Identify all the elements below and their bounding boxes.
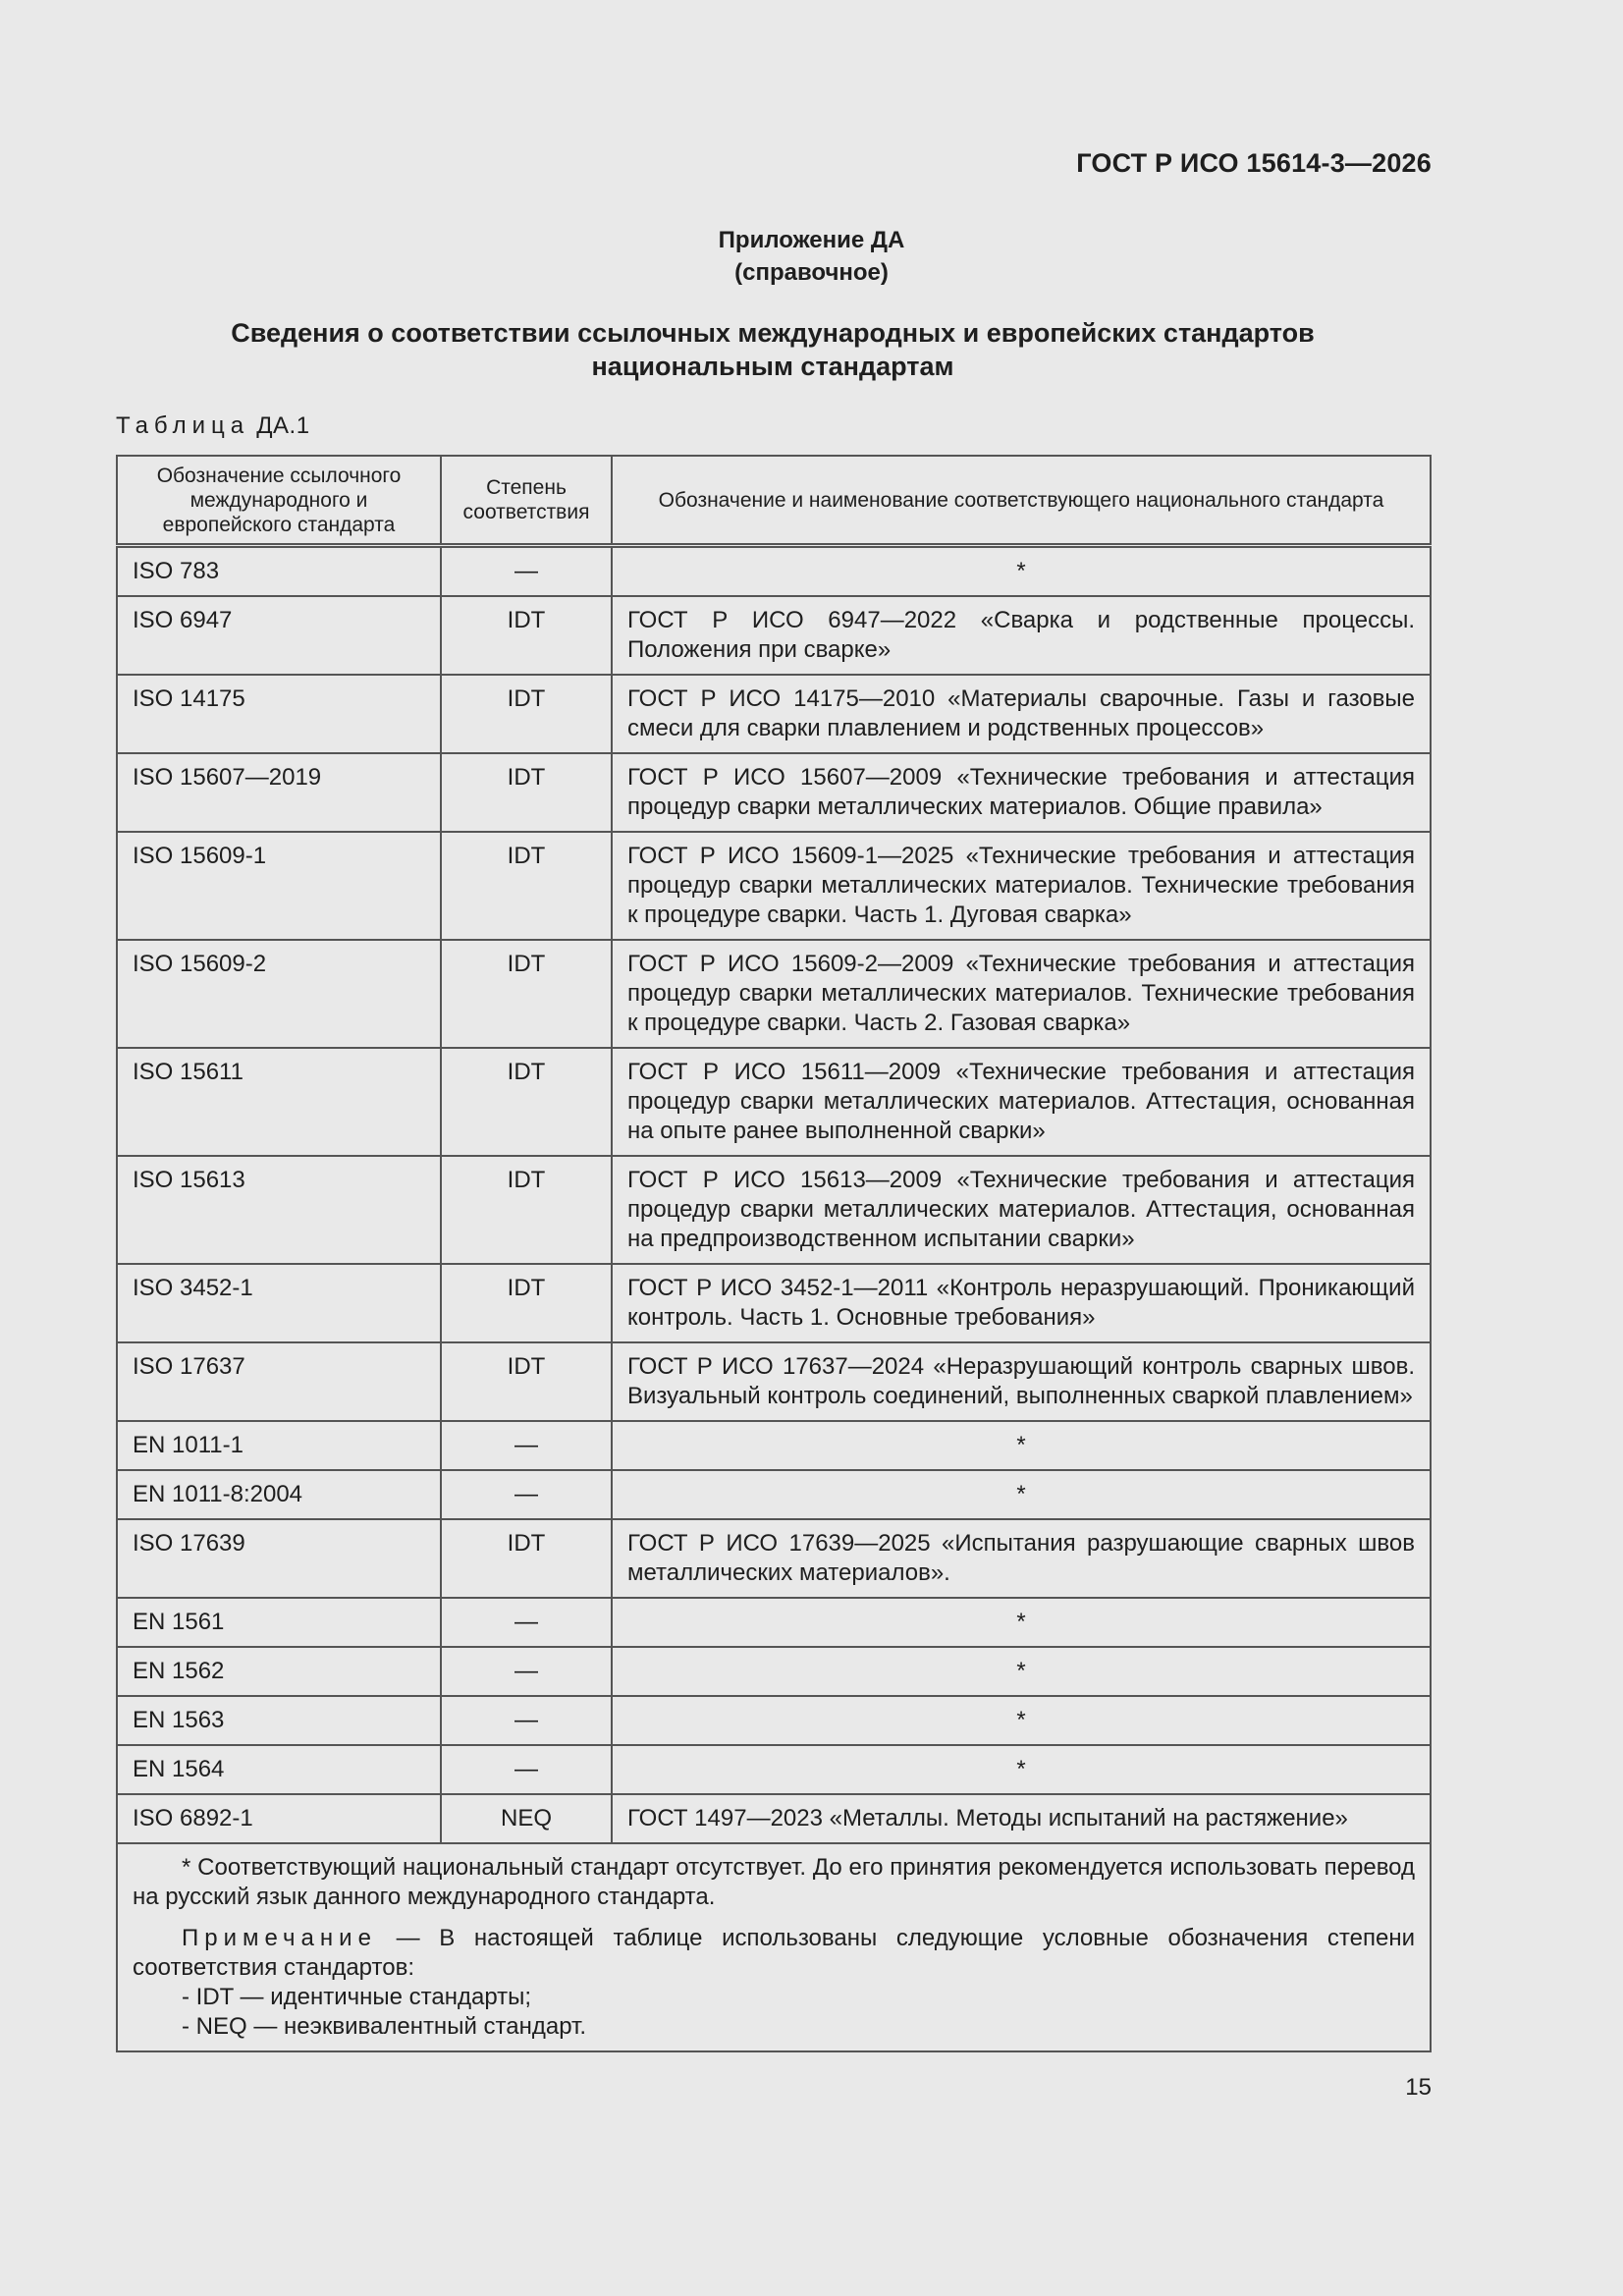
ref-standard-cell: ISO 15609-2 bbox=[117, 940, 441, 1048]
national-standard-cell: ГОСТ Р ИСО 6947—2022 «Сварка и родственные процессы. Положения при сварке» bbox=[612, 596, 1431, 675]
degree-cell: IDT bbox=[441, 832, 612, 940]
page-number: 15 bbox=[1405, 2074, 1432, 2101]
table-row bbox=[117, 1421, 1431, 1470]
degree-cell: IDT bbox=[441, 1264, 612, 1342]
degree-cell: — bbox=[441, 1696, 612, 1745]
national-standard-cell: * bbox=[612, 1696, 1431, 1745]
national-standard-cell: * bbox=[612, 1598, 1431, 1647]
standards-table bbox=[116, 455, 1432, 2052]
ref-standard-cell: ISO 14175 bbox=[117, 675, 441, 753]
degree-cell: IDT bbox=[441, 1342, 612, 1421]
degree-cell: — bbox=[441, 1598, 612, 1647]
national-standard-cell: ГОСТ 1497—2023 «Металлы. Методы испытаний на растяжение» bbox=[612, 1794, 1431, 1843]
ref-standard-cell: ISO 15609-1 bbox=[117, 832, 441, 940]
ref-standard-cell: ISO 15607—2019 bbox=[117, 753, 441, 832]
note-text: — В настоящей таблице использованы следующие условные обозначения степени соответствия стандартов: bbox=[133, 1925, 1415, 1981]
table-row bbox=[117, 1264, 1431, 1342]
appendix-heading bbox=[0, 224, 1623, 289]
national-standard-cell: ГОСТ Р ИСО 15613—2009 «Технические требования и аттестация процедур сварки металлических материалов. Аттестация, основанная на предпроизводственном испытании сварки» bbox=[612, 1156, 1431, 1264]
ref-standard-cell: ISO 6892-1 bbox=[117, 1794, 441, 1843]
notes-row bbox=[117, 1843, 1431, 2051]
table-row bbox=[117, 940, 1431, 1048]
ref-standard-cell: ISO 17639 bbox=[117, 1519, 441, 1598]
note bbox=[133, 1924, 1415, 1983]
ref-standard-cell: ISO 17637 bbox=[117, 1342, 441, 1421]
ref-standard-cell: EN 1562 bbox=[117, 1647, 441, 1696]
section-title bbox=[116, 316, 1430, 383]
table-row bbox=[117, 1519, 1431, 1598]
ref-standard-cell: ISO 783 bbox=[117, 546, 441, 597]
note-label: Примечание bbox=[182, 1925, 377, 1951]
table-header-row bbox=[117, 456, 1431, 546]
table-row bbox=[117, 1598, 1431, 1647]
degree-cell: IDT bbox=[441, 753, 612, 832]
appendix-subtitle: (справочное) bbox=[734, 259, 889, 286]
table-caption-word: Таблица bbox=[116, 412, 250, 439]
table-row bbox=[117, 596, 1431, 675]
table-row bbox=[117, 753, 1431, 832]
table-row bbox=[117, 1696, 1431, 1745]
national-standard-cell: ГОСТ Р ИСО 17637—2024 «Неразрушающий контроль сварных швов. Визуальный контроль соединений, выполненных сваркой плавлением» bbox=[612, 1342, 1431, 1421]
notes-cell bbox=[117, 1843, 1431, 2051]
ref-standard-cell: ISO 6947 bbox=[117, 596, 441, 675]
legend-idt: - IDT — идентичные стандарты; bbox=[182, 1984, 532, 2010]
national-standard-cell: * bbox=[612, 1745, 1431, 1794]
ref-standard-cell: ISO 15611 bbox=[117, 1048, 441, 1156]
national-standard-cell: ГОСТ Р ИСО 14175—2010 «Материалы сварочные. Газы и газовые смеси для сварки плавлением и родственных процессов» bbox=[612, 675, 1431, 753]
national-standard-cell: ГОСТ Р ИСО 15611—2009 «Технические требования и аттестация процедур сварки металлических материалов. Аттестация, основанная на опыте ранее выполненной сварки» bbox=[612, 1048, 1431, 1156]
ref-standard-cell: ISO 15613 bbox=[117, 1156, 441, 1264]
table-row bbox=[117, 675, 1431, 753]
ref-standard-cell: EN 1011-1 bbox=[117, 1421, 441, 1470]
national-standard-cell: * bbox=[612, 546, 1431, 597]
degree-cell: IDT bbox=[441, 940, 612, 1048]
degree-cell: IDT bbox=[441, 596, 612, 675]
section-title-line-1: Сведения о соответствии ссылочных международных и европейских стандартов bbox=[231, 318, 1315, 348]
national-standard-cell: * bbox=[612, 1421, 1431, 1470]
national-standard-cell: * bbox=[612, 1647, 1431, 1696]
table-row bbox=[117, 1794, 1431, 1843]
section-title-line-2: национальным стандартам bbox=[591, 352, 954, 381]
document-code: ГОСТ Р ИСО 15614-3—2026 bbox=[1076, 148, 1432, 178]
degree-cell: — bbox=[441, 1745, 612, 1794]
national-standard-cell: ГОСТ Р ИСО 15609-1—2025 «Технические требования и аттестация процедур сварки металлических материалов. Технические требования к процедуре сварки. Часть 1. Дуговая сварка» bbox=[612, 832, 1431, 940]
ref-standard-cell: EN 1563 bbox=[117, 1696, 441, 1745]
national-standard-cell: ГОСТ Р ИСО 15607—2009 «Технические требования и аттестация процедур сварки металлических материалов. Общие правила» bbox=[612, 753, 1431, 832]
national-standard-cell: ГОСТ Р ИСО 3452-1—2011 «Контроль неразрушающий. Проникающий контроль. Часть 1. Основные требования» bbox=[612, 1264, 1431, 1342]
header-national-standard: Обозначение и наименование соответствующего национального стандарта bbox=[612, 456, 1431, 546]
table-row bbox=[117, 1470, 1431, 1519]
degree-cell: IDT bbox=[441, 1048, 612, 1156]
appendix-title: Приложение ДА bbox=[718, 227, 905, 253]
ref-standard-cell: EN 1564 bbox=[117, 1745, 441, 1794]
table-caption-number: ДА.1 bbox=[256, 412, 310, 439]
ref-standard-cell: EN 1011-8:2004 bbox=[117, 1470, 441, 1519]
degree-cell: NEQ bbox=[441, 1794, 612, 1843]
footnote: * Соответствующий национальный стандарт отсутствует. До его принятия рекомендуется использовать перевод на русский язык данного международного стандарта. bbox=[133, 1854, 1415, 1910]
table-row bbox=[117, 1156, 1431, 1264]
degree-cell: — bbox=[441, 546, 612, 597]
table-caption bbox=[116, 412, 310, 440]
table-row bbox=[117, 832, 1431, 940]
degree-cell: IDT bbox=[441, 1156, 612, 1264]
ref-standard-cell: EN 1561 bbox=[117, 1598, 441, 1647]
legend-neq: - NEQ — неэквивалентный стандарт. bbox=[182, 2013, 587, 2040]
ref-standard-cell: ISO 3452-1 bbox=[117, 1264, 441, 1342]
degree-cell: — bbox=[441, 1647, 612, 1696]
header-degree: Степень соответствия bbox=[441, 456, 612, 546]
degree-cell: IDT bbox=[441, 1519, 612, 1598]
table-row bbox=[117, 1745, 1431, 1794]
table-row bbox=[117, 1048, 1431, 1156]
degree-cell: — bbox=[441, 1470, 612, 1519]
header-ref-standard: Обозначение ссылочного международного и европейского стандарта bbox=[117, 456, 441, 546]
degree-cell: — bbox=[441, 1421, 612, 1470]
table-body bbox=[117, 546, 1431, 1844]
table-row bbox=[117, 546, 1431, 597]
national-standard-cell: ГОСТ Р ИСО 15609-2—2009 «Технические требования и аттестация процедур сварки металлических материалов. Технические требования к процедуре сварки. Часть 2. Газовая сварка» bbox=[612, 940, 1431, 1048]
degree-cell: IDT bbox=[441, 675, 612, 753]
table-row bbox=[117, 1647, 1431, 1696]
table-row bbox=[117, 1342, 1431, 1421]
national-standard-cell: * bbox=[612, 1470, 1431, 1519]
national-standard-cell: ГОСТ Р ИСО 17639—2025 «Испытания разрушающие сварных швов металлических материалов». bbox=[612, 1519, 1431, 1598]
